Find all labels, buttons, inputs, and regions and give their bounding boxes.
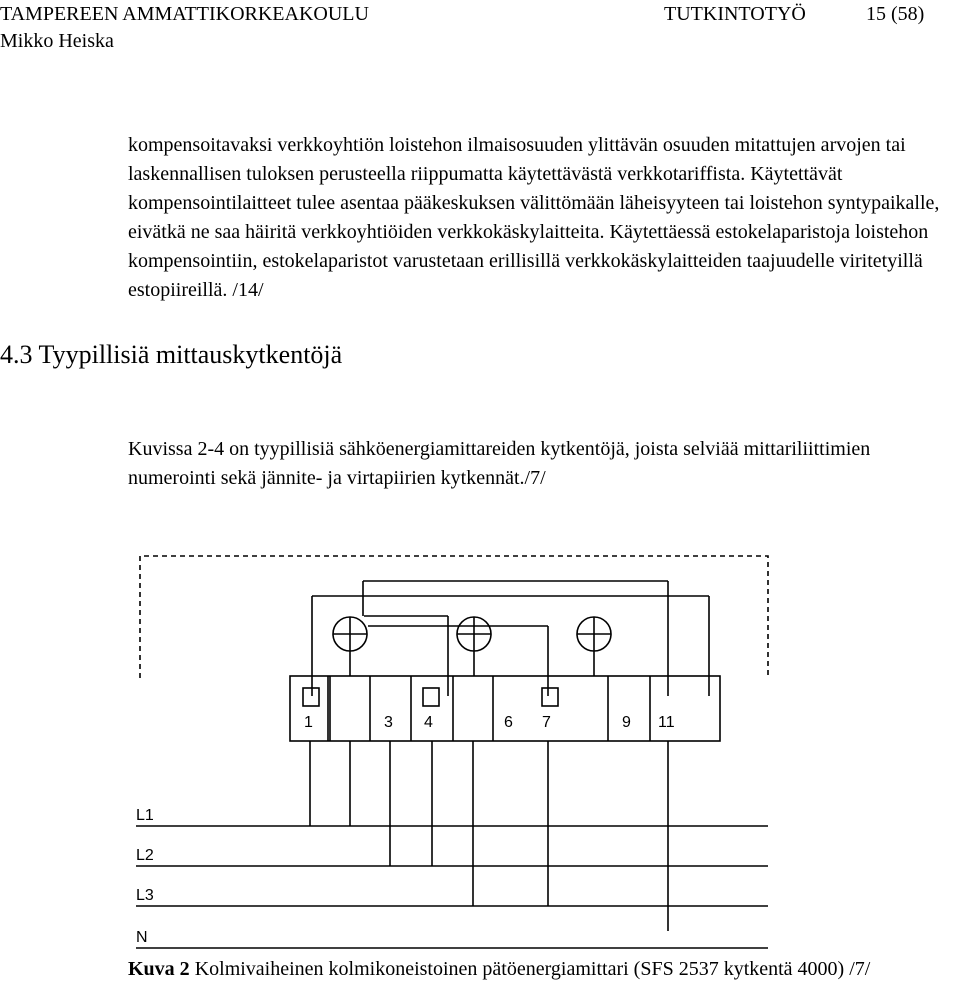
caption-text: Kolmivaiheinen kolmikoneistoinen pätöenergiamittari (SFS 2537 kytkentä 4000) /7/ bbox=[194, 958, 871, 980]
meter-enclosure bbox=[140, 556, 768, 678]
line-label-l2: L2 bbox=[136, 847, 154, 864]
section-heading: 4.3 Tyypillisiä mittauskytkentöjä bbox=[0, 340, 343, 369]
terminal-label-4: 4 bbox=[424, 714, 433, 731]
terminal-label-7: 7 bbox=[542, 714, 551, 731]
header-author: Mikko Heiska bbox=[0, 30, 114, 52]
header-organization: TAMPEREEN AMMATTIKORKEAKOULU bbox=[0, 3, 369, 25]
terminal-label-11: 11 bbox=[658, 714, 675, 731]
line-label-l1: L1 bbox=[136, 807, 154, 824]
terminal-label-6: 6 bbox=[504, 714, 513, 731]
caption-label: Kuva 2 bbox=[128, 958, 190, 980]
body-paragraph-1: kompensoitavaksi verkkoyhtiön loistehon ilmaisosuuden ylittävän osuuden mitattujen arvojen tai laskennallisen tuloksen perusteella riippumatta käytettävästä verkkotariffista. Käytettävät kompensointilaitteet tulee asentaa pääkeskuksen välittömään läheisyyteen tai loistehon syntypaikalle, eivätkä ne saa häiritä verkkoyhtiöiden verkkokäskylaitteita. Käytettäessä estokelaparistoja loistehon kompensointiin, estokelaparistot varustetaan erillisillä verkkokäskylaitteiden taajuudelle viritetyillä estopiireillä. /14/ bbox=[128, 134, 940, 301]
meter-wiring-diagram bbox=[128, 536, 778, 950]
terminal-label-1: 1 bbox=[304, 714, 313, 731]
header-page-number: 15 (58) bbox=[866, 3, 925, 25]
terminal-label-9: 9 bbox=[622, 714, 631, 731]
header-document-type: TUTKINTOTYÖ bbox=[664, 3, 806, 25]
terminal-label-3: 3 bbox=[384, 714, 393, 731]
terminal-block bbox=[290, 676, 720, 741]
figure-caption bbox=[128, 956, 960, 982]
line-label-n: N bbox=[136, 929, 148, 946]
line-label-l3: L3 bbox=[136, 887, 154, 904]
body-paragraph-2: Kuvissa 2-4 on tyypillisiä sähköenergiamittareiden kytkentöjä, joista selviää mittariliittimien numerointi sekä jännite- ja virtapiirien kytkennät./7/ bbox=[128, 438, 871, 489]
